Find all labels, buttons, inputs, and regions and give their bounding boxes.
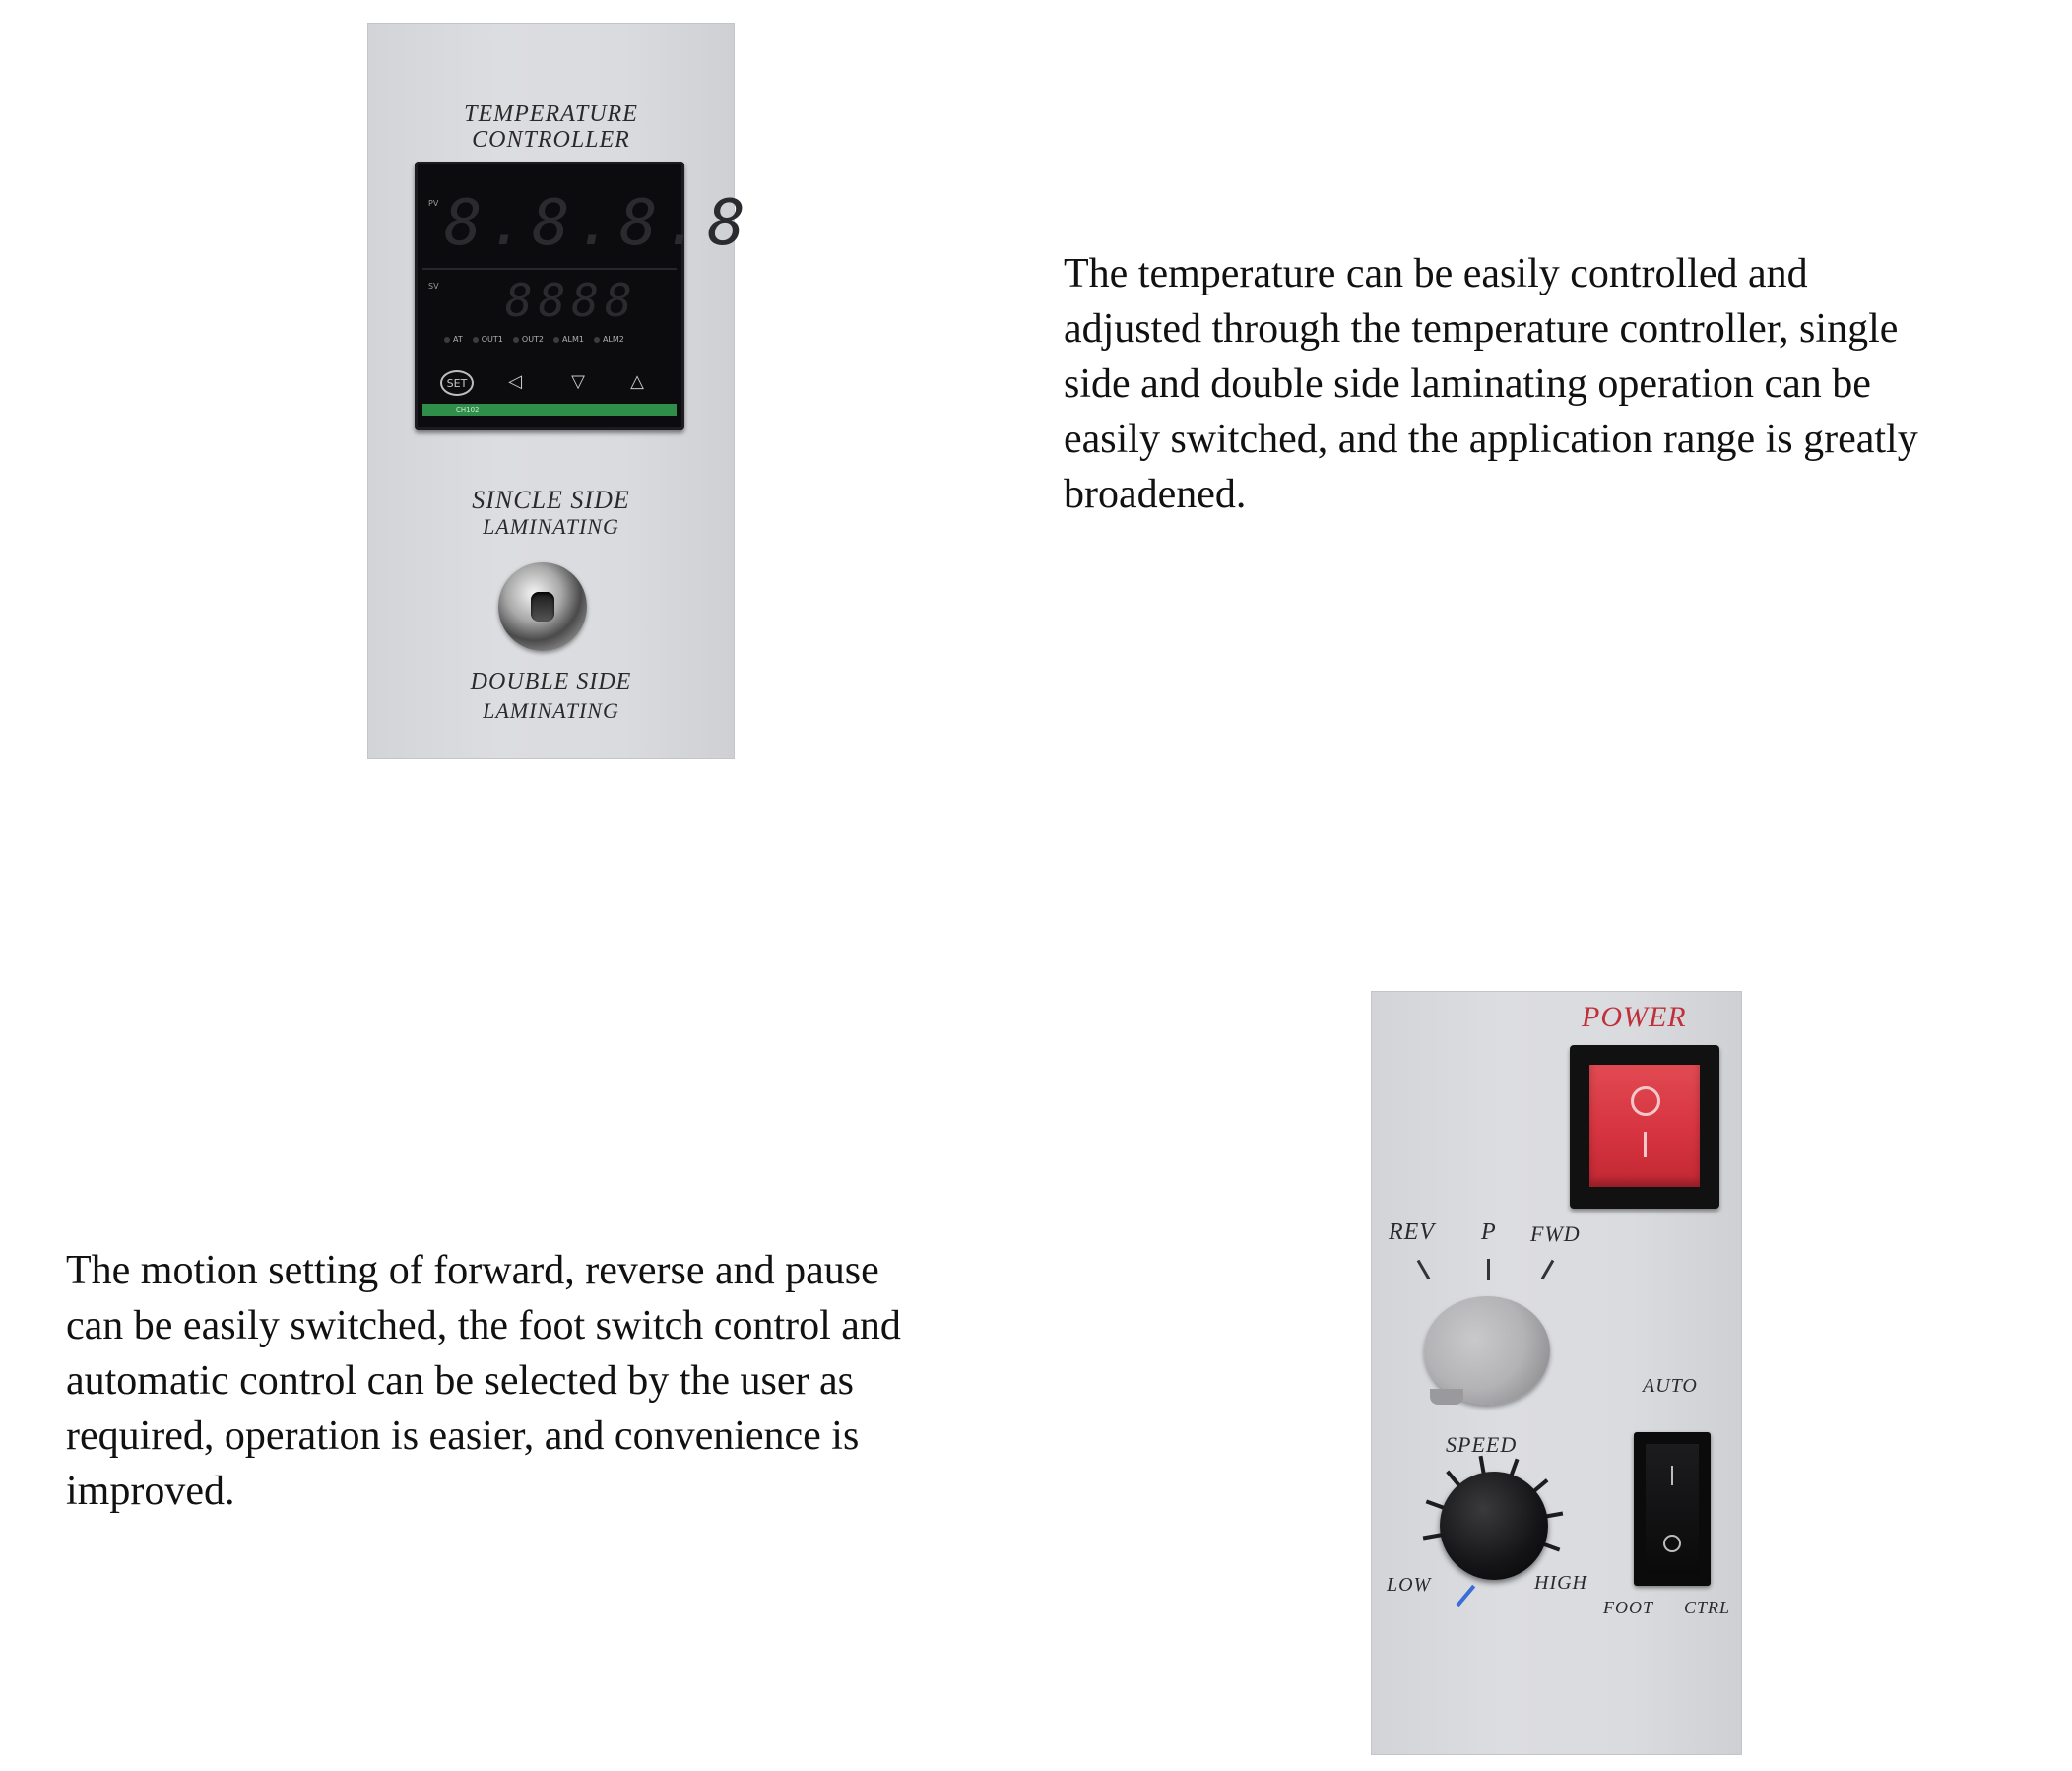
indicator-alm2: ALM2 [594, 335, 624, 344]
fwd-tick [1541, 1260, 1555, 1280]
temperature-panel-photo [367, 23, 751, 759]
power-label: POWER [1582, 1001, 1687, 1033]
laminating-toggle-switch[interactable] [498, 562, 587, 651]
off-symbol-icon [1631, 1086, 1660, 1116]
fwd-label: FWD [1530, 1221, 1581, 1246]
motion-description-line: improved. [66, 1469, 235, 1514]
shift-button[interactable]: ◁ [508, 370, 522, 392]
motion-description [66, 1243, 901, 1519]
pv-display: 8.8.8.8 [444, 187, 751, 260]
motion-description-line: can be easily switched, the foot switch control and [66, 1303, 901, 1348]
double-side-label-line1: DOUBLE SIDE [470, 669, 632, 694]
power-rocker[interactable] [1589, 1065, 1700, 1187]
auto-foot-switch[interactable] [1634, 1432, 1711, 1586]
control-panel-photo [1371, 991, 1742, 1755]
p-label: P [1481, 1219, 1497, 1245]
indicator-at: AT [444, 335, 463, 344]
p-tick [1487, 1259, 1490, 1280]
temperature-description-line: The temperature can be easily controlled and [1064, 251, 1808, 296]
temperature-title-line1: TEMPERATURE [464, 101, 638, 127]
motion-description-line: automatic control can be selected by the user as [66, 1358, 855, 1404]
speed-knob-pointer [1456, 1585, 1475, 1607]
model-strip: CH102 [422, 404, 677, 416]
speed-label: SPEED [1446, 1432, 1518, 1457]
on-symbol-icon [1644, 1132, 1647, 1157]
rev-label: REV [1389, 1219, 1435, 1245]
temperature-description-line: easily switched, and the application range is greatly [1064, 417, 1918, 462]
low-label: LOW [1387, 1574, 1432, 1596]
high-label: HIGH [1534, 1572, 1587, 1594]
ctrl-label: CTRL [1684, 1598, 1731, 1617]
direction-knob-pointer [1430, 1389, 1463, 1405]
off-symbol-icon [1663, 1535, 1681, 1552]
down-button[interactable]: ▽ [571, 370, 585, 392]
temperature-description [1064, 246, 1918, 522]
motion-description-line: The motion setting of forward, reverse and pause [66, 1248, 879, 1293]
double-side-label-line2: LAMINATING [483, 698, 619, 723]
temperature-description-line: adjusted through the temperature controller, single [1064, 306, 1899, 352]
power-switch[interactable] [1570, 1045, 1719, 1209]
speed-knob[interactable] [1440, 1472, 1548, 1580]
on-symbol-icon [1671, 1466, 1673, 1485]
indicator-out1: OUT1 [473, 335, 503, 344]
auto-foot-rocker[interactable] [1646, 1444, 1699, 1574]
auto-label: AUTO [1643, 1375, 1698, 1397]
indicator-row [444, 335, 624, 344]
motion-description-line: required, operation is easier, and convenience is [66, 1413, 860, 1459]
set-button[interactable]: SET [440, 370, 474, 396]
temperature-controller[interactable] [415, 162, 751, 430]
temperature-title-line2: CONTROLLER [472, 127, 630, 153]
indicator-alm1: ALM1 [553, 335, 584, 344]
temperature-description-line: broadened. [1064, 472, 1247, 517]
temperature-description-line: side and double side laminating operation can be [1064, 361, 1871, 407]
pv-label: PV [428, 199, 439, 208]
single-side-label-line2: LAMINATING [483, 514, 619, 539]
foot-label: FOOT [1603, 1598, 1654, 1617]
indicator-out2: OUT2 [513, 335, 544, 344]
sv-label: SV [428, 282, 439, 291]
up-button[interactable]: △ [630, 370, 644, 392]
sv-display: 8888 [505, 274, 638, 327]
single-side-label-line1: SINCLE SIDE [472, 486, 630, 514]
display-divider [422, 268, 677, 270]
rev-tick [1417, 1260, 1431, 1280]
